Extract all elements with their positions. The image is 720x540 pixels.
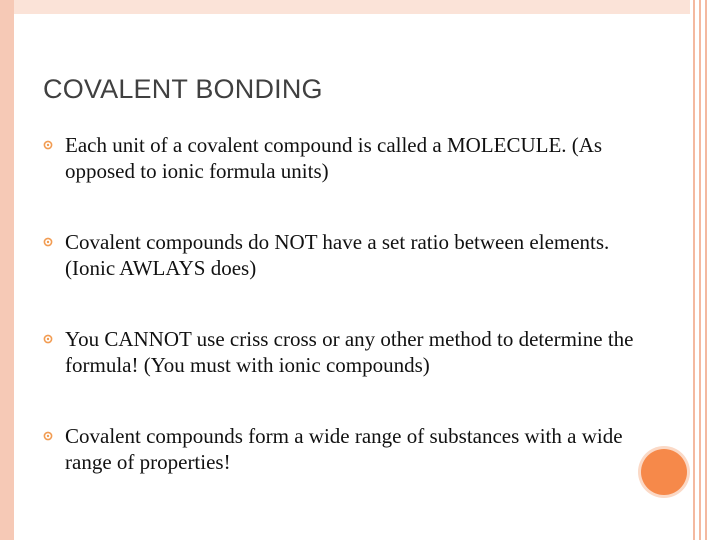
- frame-right-rule: [705, 0, 707, 540]
- frame-left-border: [0, 0, 14, 540]
- slide-title: COVALENT BONDING: [43, 74, 323, 104]
- decorative-orb: [641, 449, 687, 495]
- sun-bullet-icon: [43, 431, 53, 441]
- bullet-list: [43, 132, 643, 475]
- frame-right-rule: [693, 0, 695, 540]
- bullet-item: [43, 132, 643, 184]
- frame-right-rule: [699, 0, 701, 540]
- bullet-item: [43, 326, 643, 378]
- sun-bullet-icon: [43, 334, 53, 344]
- sun-bullet-icon: [43, 237, 53, 247]
- bullet-text: Covalent compounds do NOT have a set ratio between elements. (Ionic AWLAYS does): [65, 230, 610, 280]
- bullet-text: You CANNOT use criss cross or any other method to determine the formula! (You must with ionic compounds): [65, 327, 634, 377]
- bullet-text: Each unit of a covalent compound is called a MOLECULE. (As opposed to ionic formula units): [65, 133, 603, 183]
- bullet-item: [43, 229, 643, 281]
- bullet-item: [43, 423, 643, 475]
- frame-top-border: [14, 0, 690, 14]
- sun-bullet-icon: [43, 140, 53, 150]
- bullet-text: Covalent compounds form a wide range of substances with a wide range of properties!: [65, 424, 623, 474]
